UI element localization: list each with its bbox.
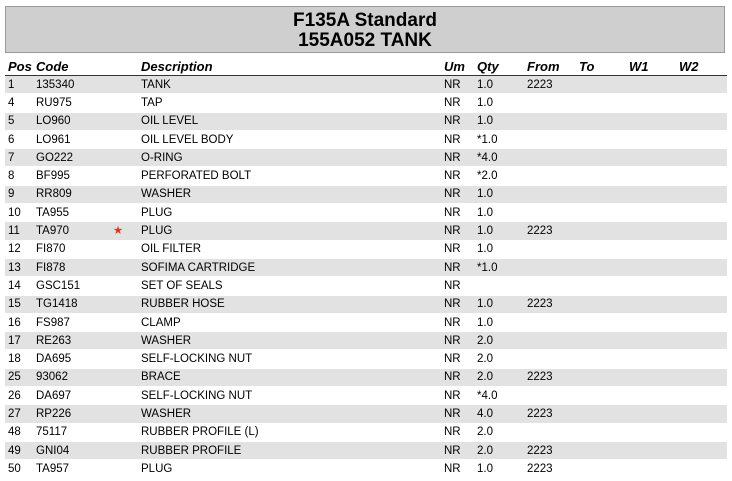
cell-from: 2223 [524,405,576,423]
cell-to [576,350,626,368]
cell-um: NR [441,387,474,405]
cell-code: GNI04 [33,441,95,459]
col-header-pos: Pos [5,58,33,76]
cell-w2 [676,332,727,350]
marker-cell [95,277,138,295]
cell-code: RP226 [33,405,95,423]
cell-from: 2223 [524,222,576,240]
cell-qty: 1.0 [474,112,524,130]
cell-from [524,130,576,148]
cell-qty: 2.0 [474,368,524,386]
star-icon: ★ [95,222,138,240]
cell-description: BRACE [138,368,441,386]
col-header-w2: W2 [676,58,727,76]
cell-from: 2223 [524,441,576,459]
cell-pos: 25 [5,368,33,386]
cell-w1 [626,313,676,331]
marker-cell [95,112,138,130]
cell-code: FI870 [33,240,95,258]
cell-qty: 1.0 [474,94,524,112]
cell-code: RE263 [33,332,95,350]
cell-to [576,295,626,313]
marker-cell [95,368,138,386]
cell-w1 [626,295,676,313]
cell-to [576,112,626,130]
cell-w1 [626,167,676,185]
marker-cell [95,130,138,148]
cell-w1 [626,460,676,478]
cell-to [576,204,626,222]
cell-from: 2223 [524,460,576,478]
cell-qty: 2.0 [474,423,524,441]
cell-to [576,185,626,203]
col-header-spacer [95,58,138,76]
cell-qty: *2.0 [474,167,524,185]
cell-w2 [676,185,727,203]
cell-to [576,258,626,276]
cell-description: RUBBER PROFILE [138,441,441,459]
cell-qty: 1.0 [474,295,524,313]
cell-pos: 26 [5,387,33,405]
cell-w2 [676,76,727,94]
cell-pos: 27 [5,405,33,423]
cell-um: NR [441,332,474,350]
cell-code: BF995 [33,167,95,185]
cell-w1 [626,368,676,386]
table-row [5,441,727,459]
cell-qty: 1.0 [474,185,524,203]
col-header-w1: W1 [626,58,676,76]
table-row [5,94,727,112]
cell-um: NR [441,185,474,203]
cell-um: NR [441,130,474,148]
marker-cell [95,441,138,459]
cell-pos: 14 [5,277,33,295]
table-row [5,277,727,295]
cell-to [576,76,626,94]
cell-qty: 1.0 [474,240,524,258]
cell-pos: 10 [5,204,33,222]
cell-to [576,222,626,240]
cell-w1 [626,185,676,203]
table-row [5,387,727,405]
cell-pos: 16 [5,313,33,331]
cell-pos: 48 [5,423,33,441]
cell-w2 [676,149,727,167]
cell-um: NR [441,149,474,167]
cell-to [576,387,626,405]
table-row [5,167,727,185]
cell-um: NR [441,350,474,368]
cell-w2 [676,460,727,478]
cell-qty: *1.0 [474,258,524,276]
col-header-from: From [524,58,576,76]
cell-w1 [626,258,676,276]
cell-w2 [676,258,727,276]
cell-w1 [626,277,676,295]
cell-from [524,313,576,331]
marker-cell [95,149,138,167]
col-header-description: Description [138,58,441,76]
table-row [5,350,727,368]
cell-code: DA697 [33,387,95,405]
cell-pos: 6 [5,130,33,148]
document-subtitle: 155A052 TANK [298,30,432,51]
cell-qty: *1.0 [474,130,524,148]
cell-description: OIL LEVEL BODY [138,130,441,148]
cell-w2 [676,112,727,130]
cell-from [524,350,576,368]
cell-from [524,94,576,112]
cell-pos: 1 [5,76,33,94]
cell-um: NR [441,167,474,185]
cell-w1 [626,76,676,94]
cell-w1 [626,441,676,459]
cell-description: O-RING [138,149,441,167]
cell-code: GSC151 [33,277,95,295]
table-row [5,185,727,203]
cell-um: NR [441,313,474,331]
cell-from [524,149,576,167]
cell-um: NR [441,240,474,258]
cell-w2 [676,240,727,258]
document-title-box [5,6,725,53]
table-row [5,258,727,276]
cell-description: SET OF SEALS [138,277,441,295]
table-row [5,76,727,94]
cell-to [576,332,626,350]
table-row [5,112,727,130]
table-row [5,368,727,386]
cell-from [524,423,576,441]
cell-from: 2223 [524,368,576,386]
cell-pos: 5 [5,112,33,130]
cell-um: NR [441,204,474,222]
cell-from [524,112,576,130]
col-header-qty: Qty [474,58,524,76]
marker-cell [95,258,138,276]
marker-cell [95,185,138,203]
cell-pos: 13 [5,258,33,276]
cell-w1 [626,350,676,368]
cell-w1 [626,204,676,222]
marker-cell [95,204,138,222]
table-row [5,405,727,423]
cell-qty: *4.0 [474,387,524,405]
cell-qty: 2.0 [474,332,524,350]
cell-pos: 4 [5,94,33,112]
marker-cell [95,423,138,441]
marker-cell [95,460,138,478]
cell-w1 [626,405,676,423]
table-row [5,423,727,441]
cell-pos: 15 [5,295,33,313]
marker-cell [95,313,138,331]
cell-w2 [676,313,727,331]
cell-w2 [676,277,727,295]
cell-code: 135340 [33,76,95,94]
cell-um: NR [441,441,474,459]
marker-cell [95,295,138,313]
cell-qty: 1.0 [474,204,524,222]
cell-w1 [626,387,676,405]
cell-w2 [676,204,727,222]
marker-cell [95,405,138,423]
marker-cell [95,332,138,350]
cell-um: NR [441,112,474,130]
cell-code: 75117 [33,423,95,441]
cell-w2 [676,167,727,185]
cell-w2 [676,405,727,423]
cell-to [576,405,626,423]
marker-cell [95,94,138,112]
cell-w2 [676,423,727,441]
cell-from [524,240,576,258]
table-row [5,130,727,148]
cell-code: TA970 [33,222,95,240]
table-row [5,222,727,240]
cell-description: SELF-LOCKING NUT [138,387,441,405]
cell-code: LO960 [33,112,95,130]
cell-um: NR [441,423,474,441]
table-header-row [5,58,727,76]
cell-um: NR [441,368,474,386]
cell-to [576,368,626,386]
cell-description: WASHER [138,185,441,203]
cell-pos: 8 [5,167,33,185]
cell-um: NR [441,405,474,423]
cell-w2 [676,130,727,148]
cell-pos: 18 [5,350,33,368]
cell-description: TAP [138,94,441,112]
cell-from [524,204,576,222]
cell-to [576,94,626,112]
cell-w1 [626,240,676,258]
cell-w1 [626,94,676,112]
cell-description: PERFORATED BOLT [138,167,441,185]
table-row [5,460,727,478]
cell-w2 [676,441,727,459]
table-row [5,149,727,167]
cell-from [524,332,576,350]
cell-from [524,185,576,203]
cell-description: OIL FILTER [138,240,441,258]
cell-um: NR [441,460,474,478]
cell-code: TA957 [33,460,95,478]
cell-description: PLUG [138,204,441,222]
cell-description: TANK [138,76,441,94]
cell-description: CLAMP [138,313,441,331]
cell-from [524,258,576,276]
cell-pos: 49 [5,441,33,459]
table-row [5,295,727,313]
col-header-to: To [576,58,626,76]
cell-code: TG1418 [33,295,95,313]
cell-qty: 4.0 [474,405,524,423]
cell-code: DA695 [33,350,95,368]
cell-to [576,441,626,459]
cell-qty: 1.0 [474,76,524,94]
marker-cell [95,167,138,185]
cell-pos: 11 [5,222,33,240]
cell-from: 2223 [524,76,576,94]
cell-w1 [626,423,676,441]
cell-to [576,313,626,331]
cell-pos: 17 [5,332,33,350]
cell-qty: *4.0 [474,149,524,167]
cell-code: GO222 [33,149,95,167]
table-row [5,204,727,222]
table-row [5,332,727,350]
cell-um: NR [441,258,474,276]
marker-cell [95,387,138,405]
table-row [5,313,727,331]
cell-qty [474,277,524,295]
cell-qty: 1.0 [474,460,524,478]
cell-description: RUBBER HOSE [138,295,441,313]
cell-qty: 2.0 [474,441,524,459]
cell-code: FI878 [33,258,95,276]
cell-description: OIL LEVEL [138,112,441,130]
marker-cell [95,240,138,258]
cell-um: NR [441,76,474,94]
cell-w1 [626,112,676,130]
cell-qty: 1.0 [474,313,524,331]
cell-um: NR [441,295,474,313]
cell-description: PLUG [138,460,441,478]
cell-code: TA955 [33,204,95,222]
cell-code: LO961 [33,130,95,148]
cell-w2 [676,350,727,368]
col-header-code: Code [33,58,95,76]
cell-to [576,240,626,258]
cell-description: PLUG [138,222,441,240]
document-title: F135A Standard [293,10,437,31]
cell-um: NR [441,94,474,112]
cell-from: 2223 [524,295,576,313]
cell-from [524,277,576,295]
cell-to [576,423,626,441]
col-header-um: Um [441,58,474,76]
marker-cell [95,76,138,94]
cell-w2 [676,94,727,112]
cell-w2 [676,222,727,240]
cell-um: NR [441,277,474,295]
cell-pos: 50 [5,460,33,478]
cell-description: WASHER [138,332,441,350]
cell-um: NR [441,222,474,240]
cell-w2 [676,368,727,386]
cell-to [576,149,626,167]
cell-from [524,387,576,405]
cell-description: RUBBER PROFILE (L) [138,423,441,441]
cell-to [576,277,626,295]
cell-w2 [676,295,727,313]
cell-from [524,167,576,185]
cell-description: SOFIMA CARTRIDGE [138,258,441,276]
cell-w1 [626,222,676,240]
cell-code: 93062 [33,368,95,386]
cell-description: WASHER [138,405,441,423]
cell-description: SELF-LOCKING NUT [138,350,441,368]
cell-code: RR809 [33,185,95,203]
parts-table [5,58,727,479]
cell-w1 [626,332,676,350]
cell-pos: 12 [5,240,33,258]
cell-code: FS987 [33,313,95,331]
cell-pos: 7 [5,149,33,167]
cell-to [576,167,626,185]
marker-cell [95,350,138,368]
table-row [5,240,727,258]
cell-qty: 1.0 [474,222,524,240]
cell-to [576,130,626,148]
cell-pos: 9 [5,185,33,203]
cell-w1 [626,149,676,167]
cell-code: RU975 [33,94,95,112]
cell-w2 [676,387,727,405]
cell-to [576,460,626,478]
cell-w1 [626,130,676,148]
cell-qty: 2.0 [474,350,524,368]
